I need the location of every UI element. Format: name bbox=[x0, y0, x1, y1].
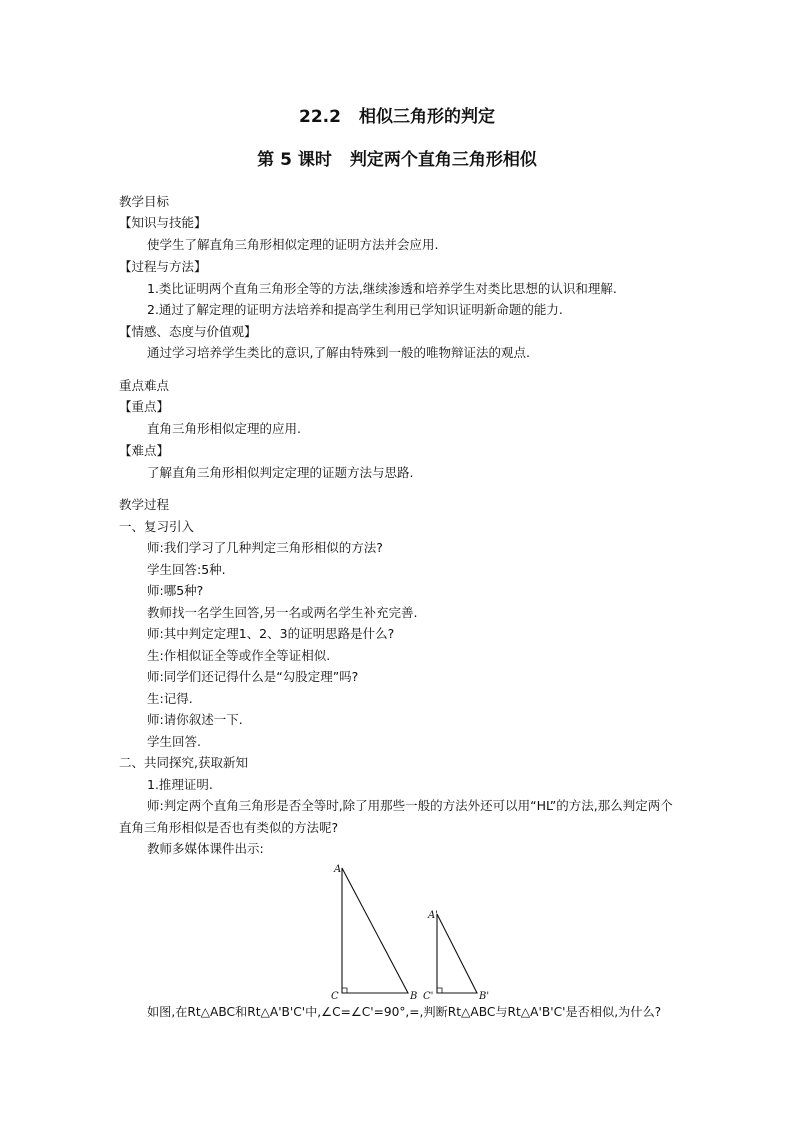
knowledge-heading: 【知识与技能】 bbox=[119, 215, 207, 230]
review-line: 师:请你叙述一下. bbox=[147, 712, 243, 727]
difficulty-heading: 【难点】 bbox=[119, 443, 170, 458]
review-line: 师:我们学习了几种判定三角形相似的方法? bbox=[147, 540, 383, 555]
objectives-heading: 教学目标 bbox=[119, 194, 170, 209]
explore-item-1: 1.推理证明. bbox=[147, 777, 213, 792]
review-line: 生:作相似证全等或作全等证相似. bbox=[147, 648, 331, 663]
section-number: 22.2 bbox=[299, 107, 341, 127]
review-line: 生:记得. bbox=[147, 691, 193, 706]
emotion-heading: 【情感、态度与价值观】 bbox=[119, 324, 257, 339]
label-b: B bbox=[410, 991, 418, 1002]
review-line: 师:其中判定定理1、2、3的证明思路是什么? bbox=[147, 626, 395, 641]
triangle-abc-shape bbox=[342, 868, 408, 993]
section-name: 相似三角形的判定 bbox=[358, 107, 495, 127]
triangle-a-prime-b-prime-c-prime bbox=[423, 910, 489, 1002]
process-method-heading: 【过程与方法】 bbox=[119, 259, 207, 274]
question-text: 如图,在Rt△ABC和Rt△A'B'C'中,∠C=∠C'=90°,=,判断Rt△ABC与Rt△A'B'C'是否相似,为什么? bbox=[147, 1005, 662, 1019]
explore-paragraph: 师:判定两个直角三角形是否全等时,除了用那些一般的方法外还可以用“HL”的方法,那么判定两个直角三角形相似是否也有类似的方法呢? bbox=[119, 798, 673, 835]
review-line: 师:同学们还记得什么是“勾股定理”吗? bbox=[147, 669, 359, 684]
explore-heading: 二、共同探究,获取新知 bbox=[119, 755, 248, 770]
triangle-abc bbox=[331, 864, 417, 1002]
key-heading: 【重点】 bbox=[119, 399, 170, 414]
teaching-process-heading: 教学过程 bbox=[119, 497, 170, 512]
review-heading: 一、复习引入 bbox=[119, 519, 195, 534]
process-method-item-1: 1.类比证明两个直角三角形全等的方法,继续渗透和培养学生对类比思想的认识和理解. bbox=[147, 281, 617, 296]
triangle-a-prime-b-prime-c-prime-shape bbox=[437, 914, 477, 993]
page-subtitle bbox=[0, 149, 794, 171]
label-c: C bbox=[331, 991, 339, 1002]
label-c-prime: C' bbox=[423, 991, 434, 1002]
right-angle-mark-c-prime bbox=[437, 988, 442, 993]
teacher-show-text: 教师多媒体课件出示: bbox=[147, 841, 264, 856]
lesson-name: 判定两个直角三角形相似 bbox=[349, 150, 537, 170]
keypoints-heading: 重点难点 bbox=[119, 378, 170, 393]
process-method-item-2: 2.通过了解定理的证明方法培养和提高学生利用已学知识证明新命题的能力. bbox=[147, 302, 563, 317]
label-a-prime: A' bbox=[428, 910, 438, 921]
review-line: 学生回答:5种. bbox=[147, 562, 226, 577]
knowledge-text: 使学生了解直角三角形相似定理的证明方法并会应用. bbox=[147, 237, 439, 252]
key-text: 直角三角形相似定理的应用. bbox=[147, 421, 301, 436]
label-a: A bbox=[334, 864, 342, 875]
review-line: 教师找一名学生回答,另一名或两名学生补充完善. bbox=[147, 605, 418, 620]
review-line: 学生回答. bbox=[147, 734, 201, 749]
triangles-figure bbox=[320, 858, 500, 1008]
difficulty-text: 了解直角三角形相似判定定理的证题方法与思路. bbox=[147, 465, 414, 480]
label-b-prime: B' bbox=[479, 991, 490, 1002]
page-title bbox=[0, 106, 794, 128]
review-line: 师:哪5种? bbox=[147, 583, 204, 598]
right-angle-mark-c bbox=[342, 988, 347, 993]
lesson-number: 第 5 课时 bbox=[257, 150, 332, 170]
emotion-text: 通过学习培养学生类比的意识,了解由特殊到一般的唯物辩证法的观点. bbox=[147, 345, 530, 360]
